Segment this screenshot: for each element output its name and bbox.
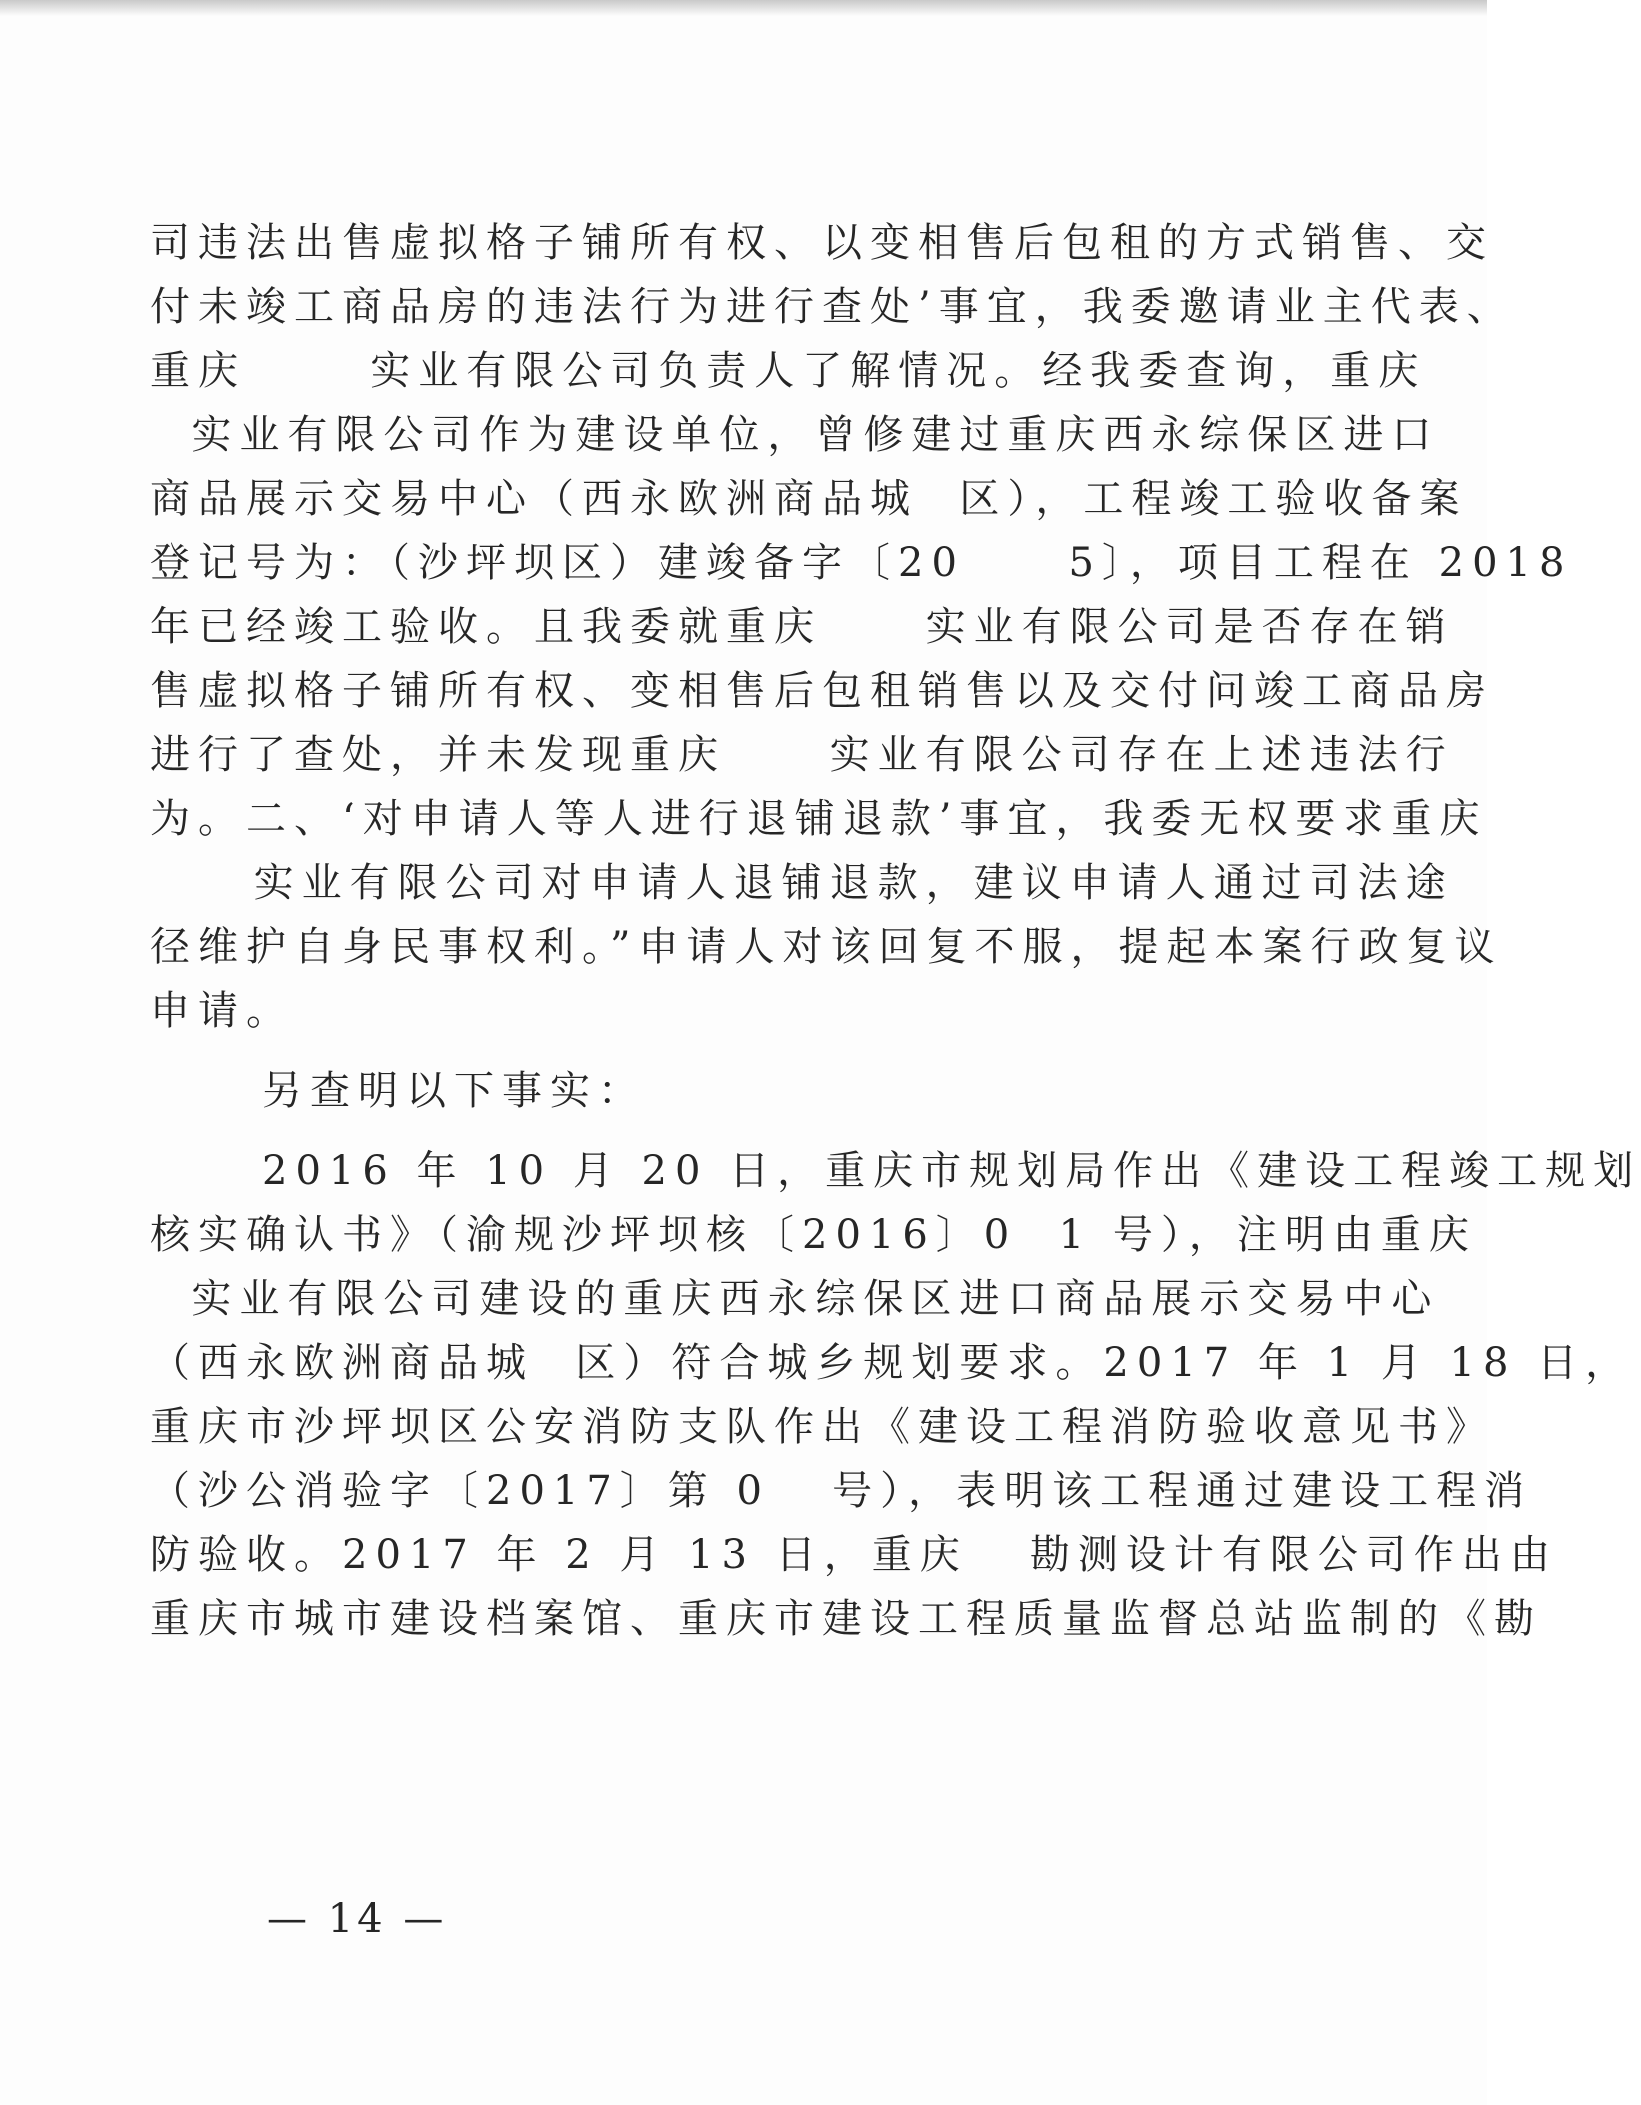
scan-edge-shadow [0,0,1487,16]
document-page: 司违法出售虚拟格子铺所有权、以变相售后包租的方式销售、交 付未竣工商品房的违法行为进行查处’事宜，我委邀请业主代表、 重庆 实业有限公司负责人了解情况。经我委查询，重庆 实业有限公司作为建设单位，曾修建过重庆西永综保区进口 商品展示交易中心（西永欧洲商品城 区），工程竣工验收备案 登记号为：（沙坪坝区）建竣备字〔20 5〕，项目工程在 2018 年已经竣工验收。且我委就重庆 实业有限公司是否存在销 售虚拟格子铺所有权、变相售后包租销售以及交付问竣工商品房 进行了查处，并未发现重庆 实业有限公司存在上述违法行 为。二、‘对申请人等人进行退铺退款’事宜，我委无权要求重庆 实业有限公司对申请人退铺退款，建议申请人通过司法途 径维护自身民事权利。”申请人对该回复不服，提起本案行政复议 申请。 另查明以下事实： 2016 年 10 月 20 日，重庆市规划局作出《建设工程竣工规划 核实确认书》（渝规沙坪坝核〔2016〕0 1 号），注明由重庆 实业有限公司建设的重庆西永综保区进口商品展示交易中心 （西永欧洲商品城 区）符合城乡规划要求。2017 年 1 月 18 日， 重庆市沙坪坝区公安消防支队作出《建设工程消防验收意见书》 （沙公消验字〔2017〕第 0 号），表明该工程通过建设工程消 防验收。2017 年 2 月 13 日，重庆 勘测设计有限公司作出由 重庆市城市建设档案馆、重庆市建设工程质量监督总站监制的《勘 — 14 — [0,0,1487,2105]
